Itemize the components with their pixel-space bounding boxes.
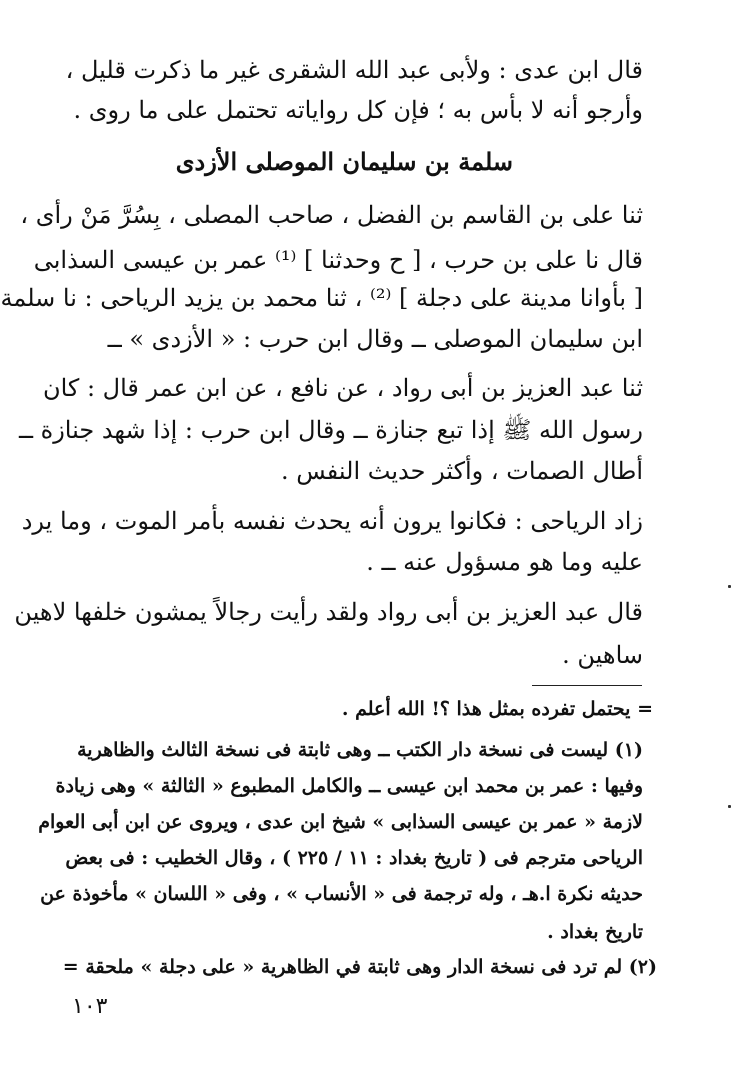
footnote-1-line-4: الرياحى مترجم فى ( تاريخ بغداد : ١١ / ٢٢٥ ) ، وقال الخطيب : فى بعض	[65, 847, 643, 869]
paragraph-2-line-3: [ بأوانا مدينة على دجلة ] ⁽²⁾ ، ثنا محمد بن يزيد الرياحى : نا سلمة	[0, 284, 643, 312]
footnote-separator	[532, 685, 642, 686]
paragraph-2-line-2: قال نا على بن حرب ، [ ح وحدثنا ] ⁽¹⁾ عمر بن عيسى السذابى	[33, 246, 643, 274]
footnote-1-line-1: (١) ليست فى نسخة دار الكتب ــ وهى ثابتة فى نسخة الثالث والظاهرية	[77, 739, 643, 761]
paragraph-3-line-2: رسول الله ﷺ إذا تبع جنازة ــ وقال ابن حرب : إذا شهد جنازة ــ	[18, 416, 643, 444]
paragraph-2-line-4: ابن سليمان الموصلى ــ وقال ابن حرب : « الأزدى » ــ	[107, 325, 643, 353]
footnote-1-line-6: تاريخ بغداد .	[547, 921, 643, 943]
page-number: ١٠٣	[72, 994, 108, 1019]
paragraph-3-line-1: ثنا عبد العزيز بن أبى رواد ، عن نافع ، عن ابن عمر قال : كان	[42, 374, 643, 402]
footnote-continued-line: = يحتمل تفرده بمثل هذا ؟! الله أعلم .	[341, 698, 653, 720]
footnote-1-line-3: لازمة « عمر بن عيسى السذابى » شيخ ابن عدى ، ويروى عن ابن أبى العوام	[38, 811, 643, 833]
scan-mark	[728, 805, 731, 808]
paragraph-1-line-2: وأرجو أنه لا بأس به ؛ فإن كل رواياته تحتمل على ما روى .	[73, 96, 643, 124]
footnote-1-line-5: حديثه نكرة ا.هـ ، وله ترجمة فى « الأنساب » ، وفى « اللسان » مأخوذة عن	[40, 883, 643, 905]
paragraph-5-line-2: ساهين .	[562, 641, 643, 669]
paragraph-2-line-1: ثنا على بن القاسم بن الفضل ، صاحب المصلى ، بِسُرَّ مَنْ رأى ،	[20, 201, 643, 229]
paragraph-1-line-1: قال ابن عدى : ولأبى عبد الله الشقرى غير ما ذكرت قليل ،	[65, 56, 643, 84]
paragraph-4-line-2: عليه وما هو مسؤول عنه ــ .	[366, 548, 643, 576]
footnote-2-line-1: (٢) لم ترد فى نسخة الدار وهى ثابتة في الظاهرية « على دجلة » ملحقة =	[62, 956, 657, 978]
scan-mark	[728, 585, 731, 588]
section-heading: سلمة بن سليمان الموصلى الأزدى	[175, 147, 513, 176]
footnote-1-line-2: وفيها : عمر بن محمد ابن عيسى ــ والكامل المطبوع « الثالثة » وهى زيادة	[55, 775, 643, 797]
paragraph-3-line-3: أطال الصمات ، وأكثر حديث النفس .	[280, 457, 643, 485]
paragraph-4-line-1: زاد الرياحى : فكانوا يرون أنه يحدث نفسه بأمر الموت ، وما يرد	[21, 507, 643, 535]
paragraph-5-line-1: قال عبد العزيز بن أبى رواد ولقد رأيت رجالاً يمشون خلفها لاهين	[14, 598, 643, 626]
